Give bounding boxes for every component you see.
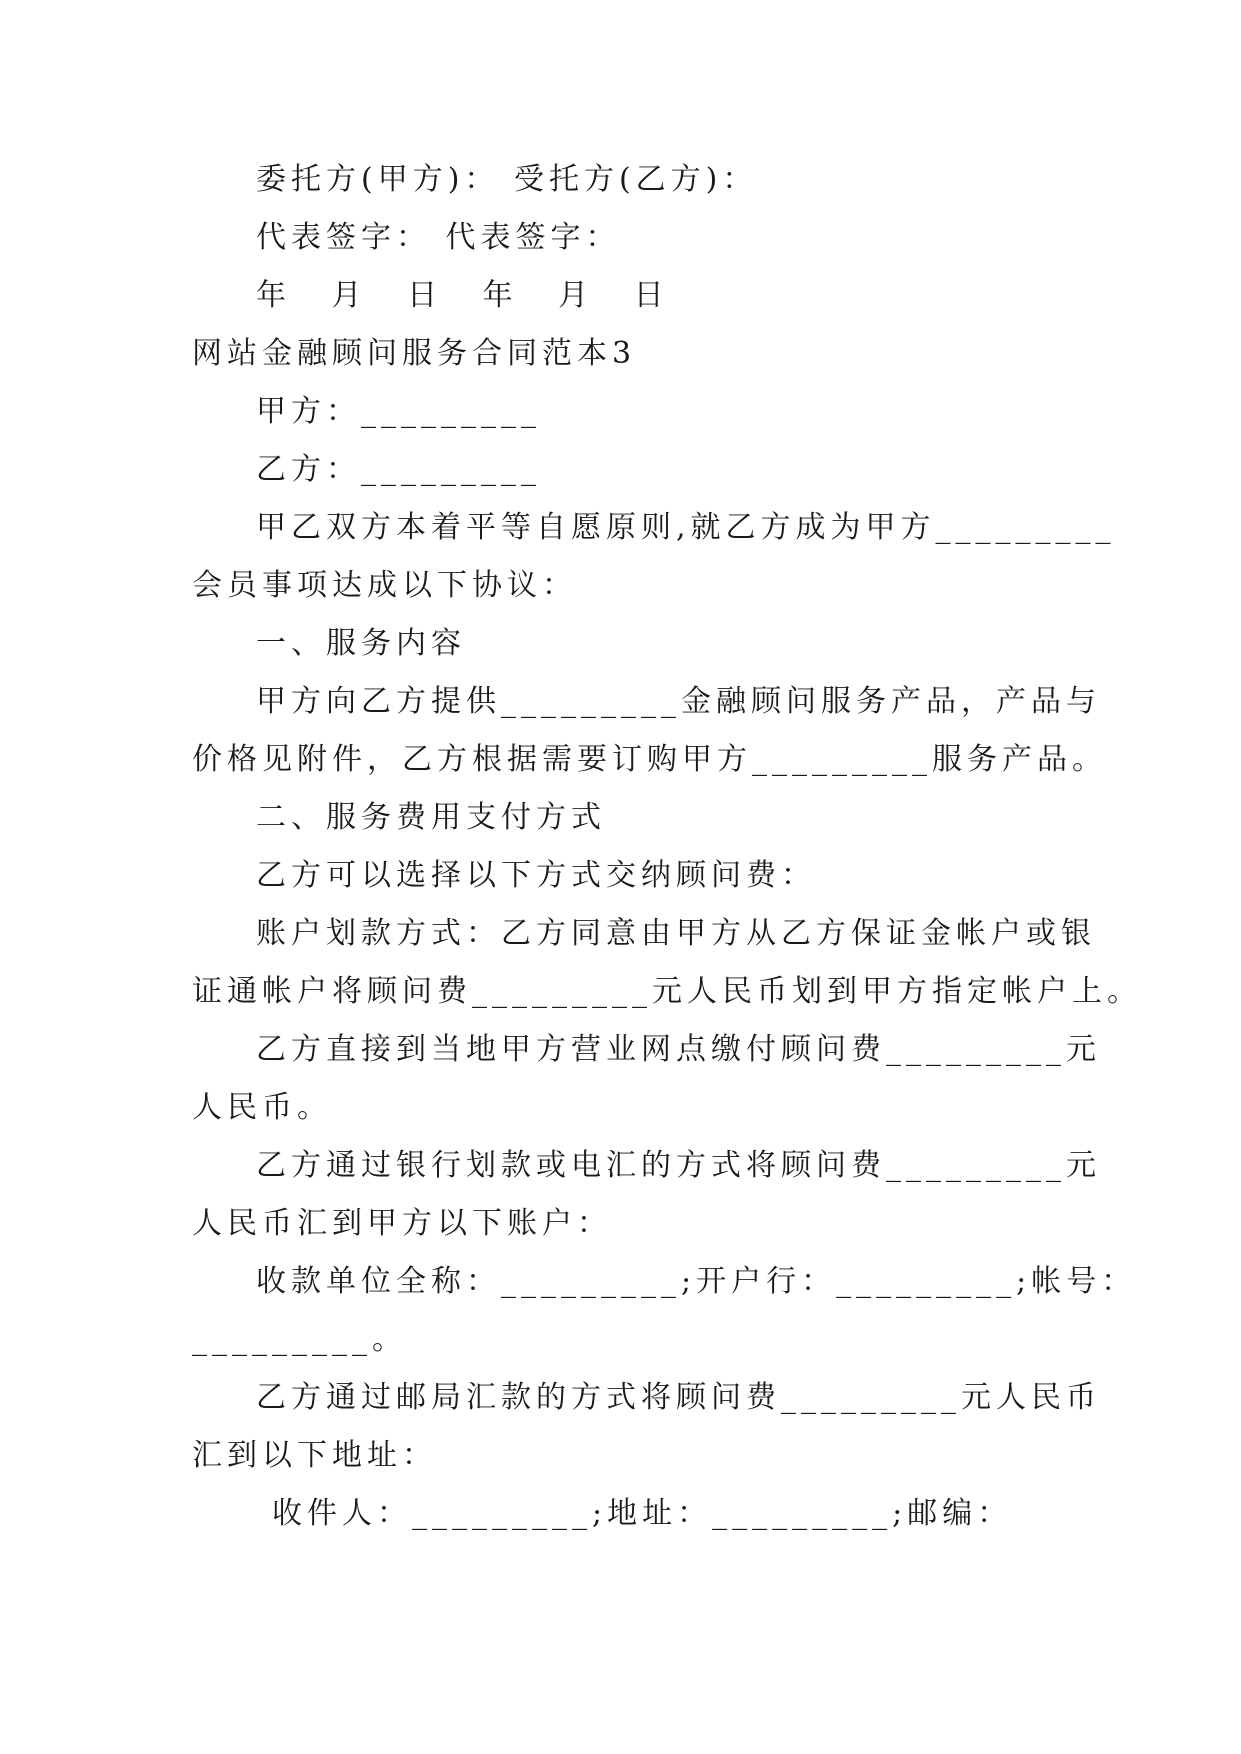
signature-parties-line: 委托方(甲方)： 受托方(乙方)：: [256, 162, 758, 197]
account-transfer-line-2: 证通帐户将顾问费_________元人民币划到甲方指定帐户上。: [192, 974, 1142, 1009]
service-paragraph-line-2: 价格见附件，乙方根据需要订购甲方_________服务产品。: [192, 742, 1107, 777]
account-transfer-line-1: 账户划款方式：乙方同意由甲方从乙方保证金帐户或银: [256, 916, 1096, 951]
bank-wire-line-1: 乙方通过银行划款或电汇的方式将顾问费_________元: [256, 1148, 1101, 1183]
branch-payment-line-1: 乙方直接到当地甲方营业网点缴付顾问费_________元: [256, 1032, 1101, 1067]
recipient-info-line: 收件人：_________;地址：_________;邮编：: [272, 1496, 1013, 1531]
payee-account-line: 收款单位全称：_________;开户行：_________;帐号：: [256, 1264, 1137, 1299]
preamble-paragraph-line-1: 甲乙双方本着平等自愿原则,就乙方成为甲方_________: [256, 510, 1116, 545]
section-heading-service-content: 一、服务内容: [256, 626, 466, 661]
bank-wire-line-2: 人民币汇到甲方以下账户：: [192, 1206, 612, 1241]
party-a-line: 甲方：_________: [256, 394, 541, 429]
postal-remittance-line-1: 乙方通过邮局汇款的方式将顾问费_________元人民币: [256, 1380, 1101, 1415]
party-b-line: 乙方：_________: [256, 452, 541, 487]
payment-intro-line: 乙方可以选择以下方式交纳顾问费：: [256, 858, 816, 893]
service-paragraph-line-1: 甲方向乙方提供_________金融顾问服务产品，产品与: [256, 684, 1101, 719]
postal-remittance-line-2: 汇到以下地址：: [192, 1438, 437, 1473]
preamble-paragraph-line-2: 会员事项达成以下协议：: [192, 568, 577, 603]
signature-representative-line: 代表签字： 代表签字：: [256, 220, 621, 255]
signature-date-line: 年 月 日 年 月 日: [256, 278, 682, 313]
branch-payment-line-2: 人民币。: [192, 1090, 332, 1125]
contract-title: 网站金融顾问服务合同范本3: [192, 336, 637, 371]
section-heading-payment: 二、服务费用支付方式: [256, 800, 606, 835]
payee-account-continuation: _________。: [192, 1322, 407, 1357]
